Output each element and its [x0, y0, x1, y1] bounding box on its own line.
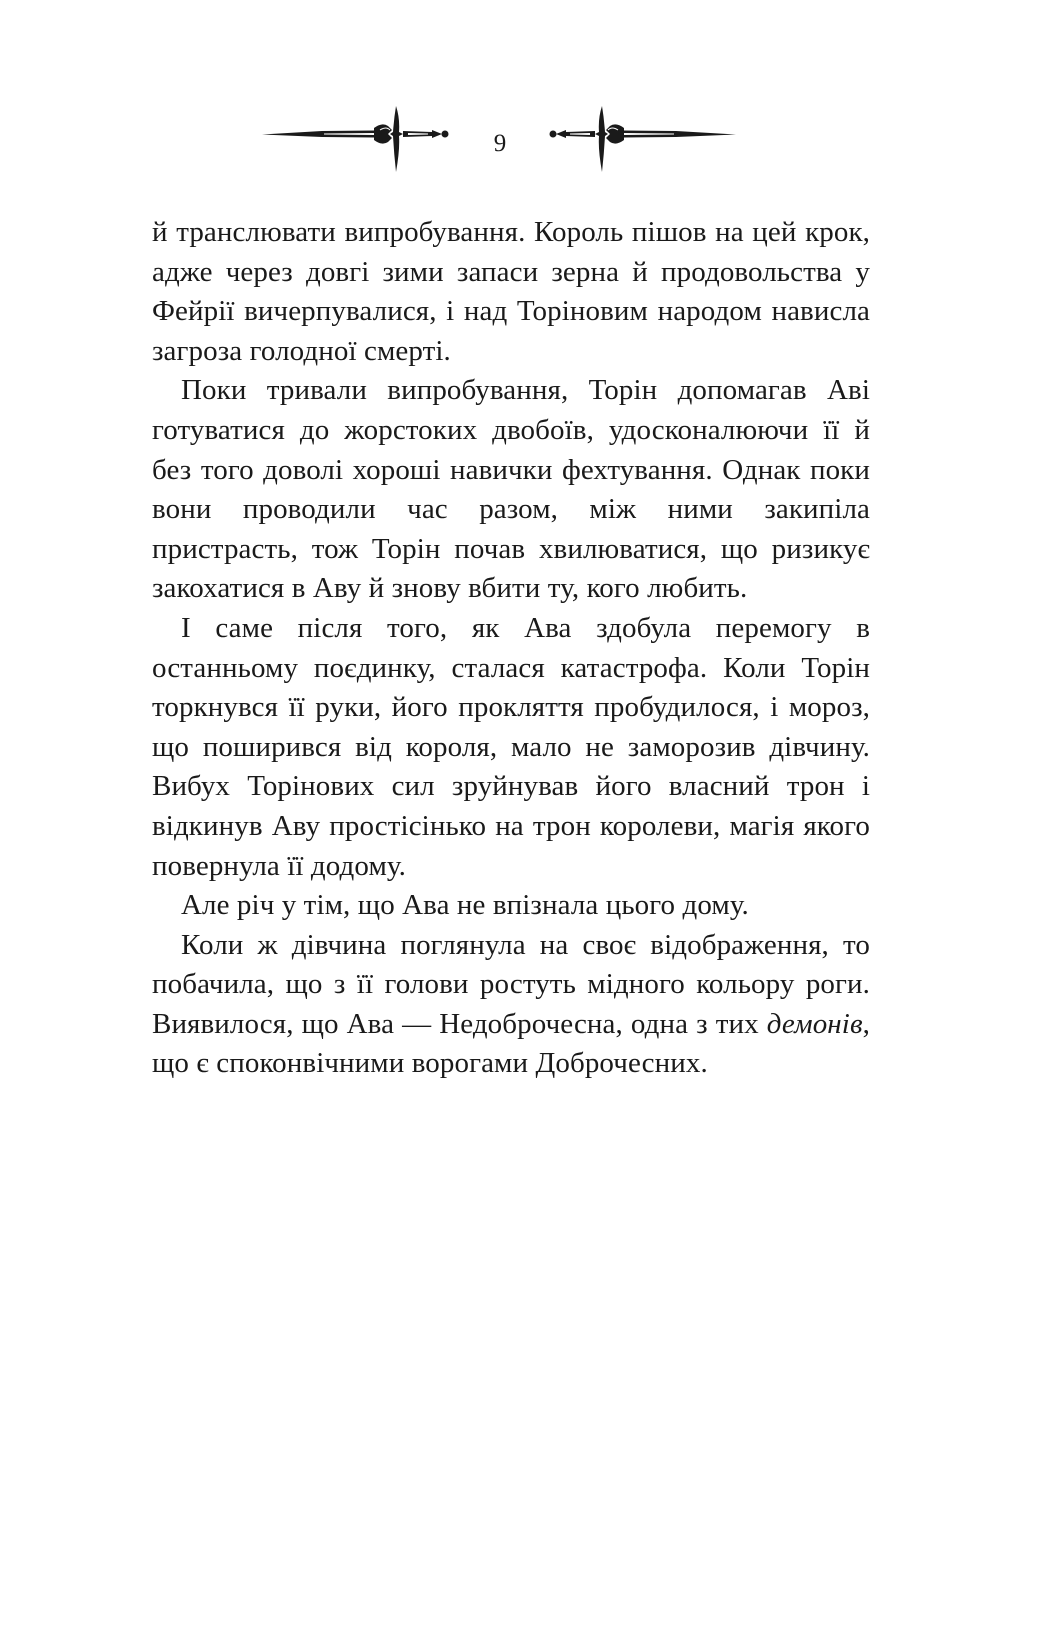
paragraph-text: Але річ у тім, що Ава не впізнала цього дому.	[181, 889, 749, 922]
italic-text: демонів	[766, 1007, 863, 1040]
paragraph	[152, 371, 870, 609]
paragraph-text: й транслювати випробування. Король пішов на цей крок, адже через довгі зими запаси зерна й продовольства у Фейрії вичерпувалися, і над Торіновим народом нависла загроза голодної смерті.	[152, 216, 870, 367]
sword-icon	[262, 104, 478, 174]
paragraph-text: Поки тривали випробування, Торін допомагав Аві готуватися до жорстоких двобоїв, удосконалюючи її й без того доволі хороші навички фехтування. Однак поки вони проводили час разом, між ними закипіла пристрасть, тож Торін почав хвилюватися, що ризикує закохатися в Аву й знову вбити ту, кого любить.	[152, 374, 870, 605]
paragraph-text: Коли ж дівчина поглянула на своє відображення, то побачила, що з її голови ростуть мідного кольору роги. Виявилося, що Ава — Недоброчесна, одна з тих	[152, 928, 870, 1040]
paragraph	[152, 926, 870, 1084]
body-text	[152, 213, 870, 1084]
paragraph-text: І саме після того, як Ава здобула перемогу в останньому поєдинку, сталася катастрофа. Коли Торін торкнувся її руки, його прокляття пробудилося, і мороз, що поширився від короля, мало не заморозив дівчину. Вибух Торінових сил зруйнував його власний трон і відкинув Аву простісінько на трон королеви, магія якого повернула її додому.	[152, 611, 870, 882]
page-header	[0, 104, 1040, 174]
paragraph	[152, 609, 870, 886]
paragraph	[152, 213, 870, 371]
page-number: 9	[493, 130, 507, 157]
sword-icon	[520, 104, 736, 174]
paragraph	[152, 886, 870, 926]
paragraph-text: , що є споконвічними ворогами Доброчесних.	[152, 1007, 870, 1080]
